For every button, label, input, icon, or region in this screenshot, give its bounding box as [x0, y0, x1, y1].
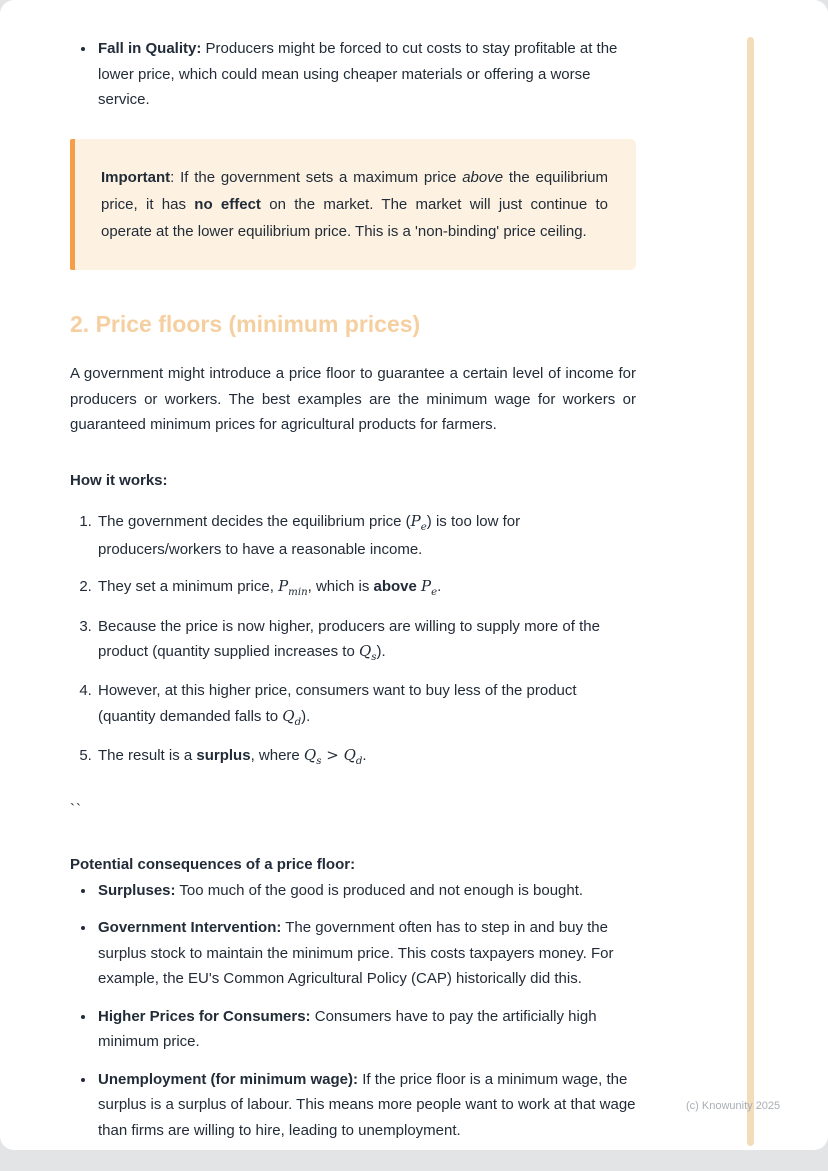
- step-item-5: 5. The result is a surplus, where $Q_s > Q_d$.: [96, 743, 636, 770]
- list-item-fall-in-quality: • Fall in Quality: Producers might be forced to cut costs to stay profitable at the lower price, which could mean using cheaper materials or offering a worse service.: [96, 36, 636, 113]
- consequences-label: Potential consequences of a price floor:: [70, 856, 356, 874]
- step-item-4: 4. However, at this higher price, consumers want to buy less of the product (quantity demanded falls to $Q_d$).: [96, 678, 636, 731]
- important-callout: Important: If the government sets a maximum price above the equilibrium price, it has no effect on the market. The market will just continue to operate at the lower equilibrium price. This is a 'non-binding' price ceiling.: [70, 139, 636, 270]
- consequences-list: [70, 878, 636, 1144]
- document-content: [70, 36, 636, 1143]
- consequence-item-surpluses: • Surpluses: Too much of the good is produced and not enough is bought.: [96, 878, 636, 904]
- consequence-item-unemployment: • Unemployment (for minimum wage): If the price floor is a minimum wage, the surplus is a surplus of labour. This means more people want to work at that wage than firms are willing to hire, leading to unemployment.: [96, 1067, 636, 1144]
- step-item-2: 2. They set a minimum price, $P_{min}$, which is above $P_e$.: [96, 574, 636, 601]
- how-it-works-label: How it works:: [70, 471, 168, 489]
- step-item-3: 3. Because the price is now higher, producers are willing to supply more of the product (quantity supplied increases to $Q_s$).: [96, 614, 636, 667]
- intro-paragraph: A government might introduce a price floor to guarantee a certain level of income for producers or workers. The best examples are the minimum wage for workers or guaranteed minimum prices for agricultural products for farmers.: [70, 365, 636, 434]
- consequence-item-higher-prices: • Higher Prices for Consumers: Consumers have to pay the artificially high minimum price.: [96, 1004, 636, 1055]
- quality-bullet-list: [70, 36, 636, 113]
- step-item-1: 1. The government decides the equilibrium price $(P_e)$ is too low for producers/workers to have a reasonable income.: [96, 509, 636, 562]
- consequence-item-government-intervention: • Government Intervention: The government often has to step in and buy the surplus stock to maintain the minimum price. This costs taxpayers money. For example, the EU's Common Agricultural Policy (CAP) historically did this.: [96, 915, 636, 992]
- watermark: (c) Knowunity 2025: [686, 1100, 781, 1112]
- section-heading-price-floors: 2. Price floors (minimum prices): [70, 310, 421, 337]
- scrollbar-thumb[interactable]: [747, 37, 754, 1146]
- steps-list: [70, 509, 636, 770]
- stray-backticks: ``: [70, 800, 82, 818]
